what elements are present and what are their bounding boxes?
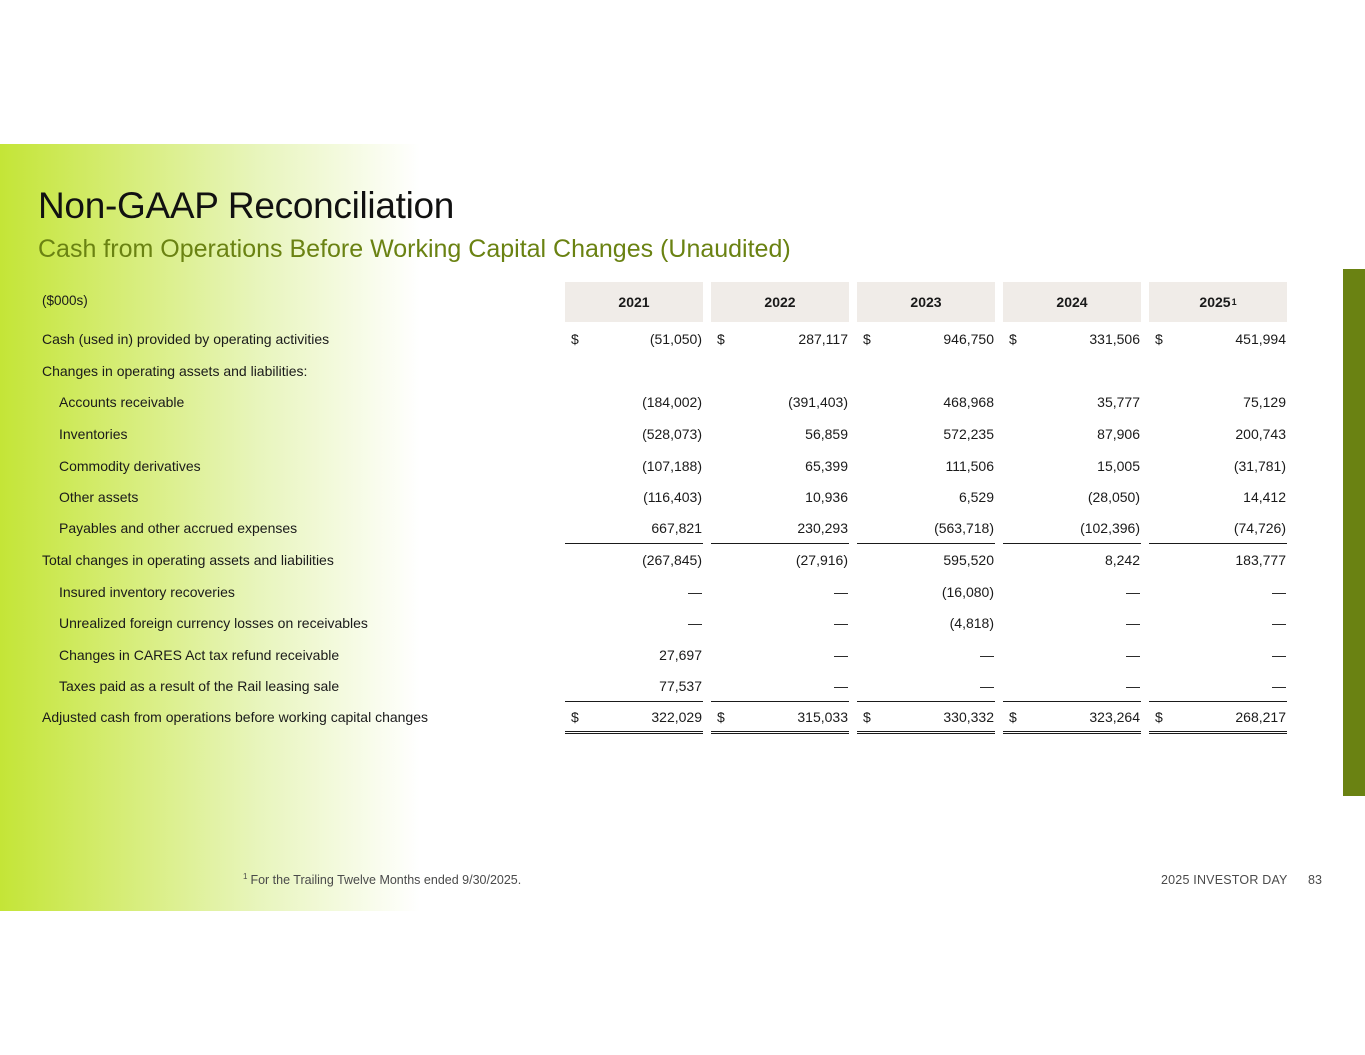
subtotal-rule	[1003, 543, 1141, 544]
column-header-3	[1003, 282, 1141, 322]
subtotal-rule	[565, 543, 703, 544]
table-cell: (184,002)	[642, 394, 702, 410]
subtotal-rule	[1003, 701, 1141, 702]
total-double-rule	[711, 731, 849, 734]
column-header-0	[565, 282, 703, 322]
row-label: Other assets	[59, 489, 139, 505]
row-label: Accounts receivable	[59, 394, 185, 410]
accent-bar	[1343, 269, 1365, 796]
table-cell: 595,520	[943, 552, 994, 568]
currency-symbol: $	[1009, 709, 1017, 725]
table-cell: 14,412	[1243, 489, 1286, 505]
subtotal-rule	[565, 701, 703, 702]
table-cell: 946,750	[943, 331, 994, 347]
row-label: Commodity derivatives	[59, 458, 201, 474]
table-cell: 330,332	[943, 709, 994, 725]
table-cell: 451,994	[1235, 331, 1286, 347]
table-cell: 572,235	[943, 426, 994, 442]
currency-symbol: $	[717, 709, 725, 725]
table-cell: 75,129	[1243, 394, 1286, 410]
currency-symbol: $	[1155, 331, 1163, 347]
currency-symbol: $	[571, 709, 579, 725]
total-double-rule	[857, 731, 995, 734]
table-cell: 15,005	[1097, 458, 1140, 474]
currency-symbol: $	[863, 709, 871, 725]
row-label: Adjusted cash from operations before working capital changes	[42, 709, 428, 725]
table-cell: —	[688, 584, 702, 600]
table-cell: (16,080)	[941, 584, 994, 600]
row-label: Insured inventory recoveries	[59, 584, 235, 600]
table-cell: (27,916)	[795, 552, 848, 568]
column-header-4	[1149, 282, 1287, 322]
table-cell: 77,537	[659, 678, 702, 694]
table-cell: —	[1272, 584, 1286, 600]
row-label: Total changes in operating assets and liabilities	[42, 552, 334, 568]
table-cell: (74,726)	[1233, 520, 1286, 536]
row-label: Changes in operating assets and liabilities:	[42, 363, 308, 379]
table-cell: (31,781)	[1233, 458, 1286, 474]
subtotal-rule	[711, 543, 849, 544]
row-label: Unrealized foreign currency losses on receivables	[59, 615, 368, 631]
column-year: 2023	[910, 294, 942, 310]
subtotal-rule	[857, 701, 995, 702]
total-double-rule	[1149, 731, 1287, 734]
footer-event-label: 2025 INVESTOR DAY	[1161, 873, 1288, 887]
table-cell: 331,506	[1089, 331, 1140, 347]
column-footnote-mark: 1	[1231, 297, 1237, 307]
footnote-mark: 1	[243, 872, 248, 881]
table-cell: 8,242	[1104, 552, 1140, 568]
column-year: 2024	[1056, 294, 1088, 310]
page-subtitle: Cash from Operations Before Working Capital Changes (Unaudited)	[38, 235, 791, 263]
subtotal-rule	[711, 701, 849, 702]
currency-symbol: $	[1155, 709, 1163, 725]
column-year: 2025	[1199, 294, 1231, 310]
table-cell: 35,777	[1097, 394, 1140, 410]
table-cell: 111,506	[945, 458, 994, 474]
table-cell: 268,217	[1235, 709, 1286, 725]
table-cell: 6,529	[958, 489, 994, 505]
footnote-text: For the Trailing Twelve Months ended 9/30/2025.	[250, 873, 522, 888]
table-cell: (528,073)	[642, 426, 702, 442]
table-cell: (102,396)	[1080, 520, 1140, 536]
table-cell: —	[1272, 647, 1286, 663]
table-cell: 27,697	[659, 647, 702, 663]
subtotal-rule	[857, 543, 995, 544]
table-cell: 87,906	[1097, 426, 1140, 442]
table-cell: 65,399	[805, 458, 848, 474]
row-label: Changes in CARES Act tax refund receivable	[59, 647, 340, 663]
table-cell: 315,033	[797, 709, 848, 725]
column-year: 2021	[618, 294, 650, 310]
table-cell: 200,743	[1235, 426, 1286, 442]
table-cell: 230,293	[797, 520, 848, 536]
table-cell: —	[980, 678, 994, 694]
currency-symbol: $	[1009, 331, 1017, 347]
table-cell: —	[1126, 678, 1140, 694]
table-cell: 323,264	[1089, 709, 1140, 725]
table-cell: —	[688, 615, 702, 631]
table-cell: (51,050)	[649, 331, 702, 347]
total-double-rule	[1003, 731, 1141, 734]
table-cell: —	[834, 647, 848, 663]
table-cell: (391,403)	[788, 394, 848, 410]
page-title: Non-GAAP Reconciliation	[38, 185, 455, 226]
table-cell: —	[834, 678, 848, 694]
footnote	[243, 872, 521, 887]
table-cell: (28,050)	[1087, 489, 1140, 505]
currency-symbol: $	[717, 331, 725, 347]
row-label: Payables and other accrued expenses	[59, 520, 298, 536]
table-cell: (4,818)	[949, 615, 994, 631]
table-cell: —	[1126, 584, 1140, 600]
row-label: Taxes paid as a result of the Rail leasing sale	[59, 678, 340, 694]
units-label: ($000s)	[42, 293, 88, 308]
table-cell: 183,777	[1235, 552, 1286, 568]
column-header-1	[711, 282, 849, 322]
table-cell: —	[1126, 647, 1140, 663]
currency-symbol: $	[863, 331, 871, 347]
table-cell: 10,936	[805, 489, 848, 505]
table-cell: —	[834, 615, 848, 631]
subtotal-rule	[1149, 701, 1287, 702]
table-cell: 287,117	[798, 331, 848, 347]
table-cell: —	[1272, 615, 1286, 631]
table-cell: (116,403)	[643, 489, 702, 505]
table-cell: (563,718)	[934, 520, 994, 536]
table-cell: —	[834, 584, 848, 600]
table-cell: (267,845)	[642, 552, 702, 568]
subtotal-rule	[1149, 543, 1287, 544]
currency-symbol: $	[571, 331, 579, 347]
table-cell: 56,859	[805, 426, 848, 442]
table-cell: 667,821	[651, 520, 702, 536]
table-cell: 322,029	[651, 709, 702, 725]
column-year: 2022	[764, 294, 796, 310]
total-double-rule	[565, 731, 703, 734]
column-header-2	[857, 282, 995, 322]
table-cell: —	[1272, 678, 1286, 694]
page-number: 83	[1308, 873, 1322, 887]
row-label: Cash (used in) provided by operating activities	[42, 331, 330, 347]
row-label: Inventories	[59, 426, 128, 442]
table-cell: (107,188)	[642, 458, 702, 474]
table-cell: —	[1126, 615, 1140, 631]
table-cell: 468,968	[943, 394, 994, 410]
table-cell: —	[980, 647, 994, 663]
